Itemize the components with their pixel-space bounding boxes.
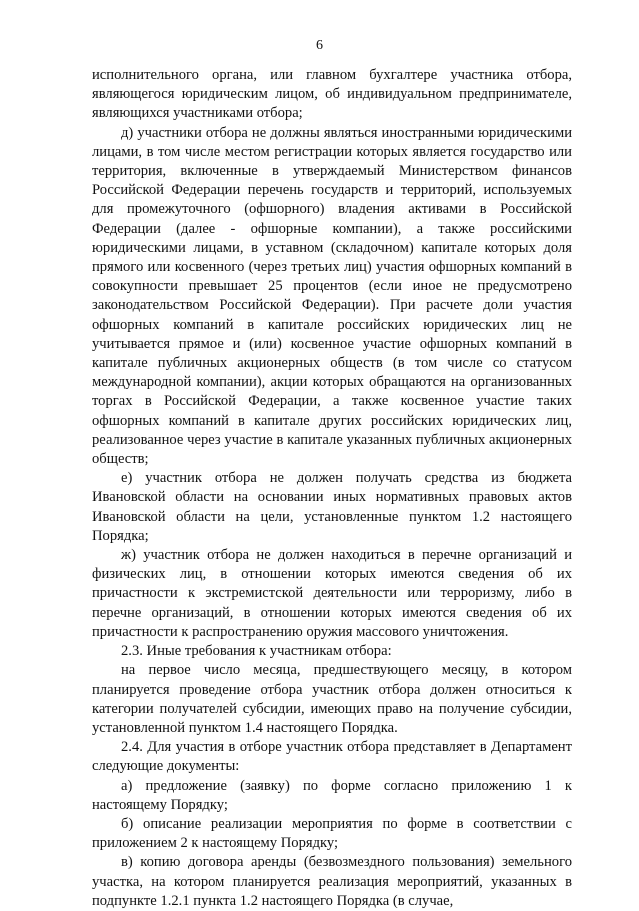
paragraph-item-a-application: а) предложение (заявку) по форме согласно приложению 1 к настоящему Порядку; <box>92 777 572 813</box>
paragraph-item-v-lease-copy: в) копию договора аренды (безвозмездного пользования) земельного участка, на котором планируется реализация мероприятий, указанных в подпункте 1.2.1 пункта 1.2 настоящего Порядка (в случае, <box>92 854 572 909</box>
paragraph-item-e-budget-funds: е) участник отбора не должен получать средства из бюджета Ивановской области на основании иных нормативных правовых актов Ивановской области на цели, установленные пунктом 1.2 настоящего Порядка; <box>92 470 572 544</box>
paragraph-section-2-4-heading: 2.4. Для участия в отборе участник отбора представляет в Департамент следующие документы: <box>92 739 572 775</box>
paragraph-continuation-executive-body: исполнительного органа, или главном бухгалтере участника отбора, являющегося юридическим лицом, об индивидуальном предпринимателе, являющихся участниками отбора; <box>92 67 572 122</box>
paragraph-item-d-offshore: д) участники отбора не должны являться иностранными юридическими лицами, в том числе местом регистрации которых является государство или территория, включенные в утверждаемый Министерством финансов Российской Федерации перечень государств и территорий, используемых для промежуточного (офшорного) владения активами в Российской Федерации (далее - офшорные компании), а также российскими юридическими лицами, в уставном (складочном) капитале которых доля прямого или косвенного (через третьих лиц) участия офшорных компаний в совокупности превышает 25 процентов (если иное не предусмотрено законодательством Российской Федерации). При расчете доли участия офшорных компаний в капитале российских юридических лиц не учитывается прямое и (или) косвенное участие офшорных компаний в капитале публичных акционерных обществ (в том числе со статусом международной компании), акции которых обращаются на организованных торгах в Российской Федерации, а также косвенное участие таких офшорных компаний в капитале других российских юридических лиц, реализованное через участие в капитале указанных публичных акционерных обществ; <box>92 124 572 468</box>
page-number: 6 <box>316 38 323 53</box>
paragraph-section-2-3-body: на первое число месяца, предшествующего месяцу, в котором планируется проведение отбора участник отбора должен относиться к категории получателей субсидии, имеющих право на получение субсидии, установленной пунктом 1.4 настоящего Порядка. <box>92 662 572 736</box>
paragraph-item-zh-extremism-list: ж) участник отбора не должен находиться в перечне организаций и физических лиц, в отношении которых имеются сведения об их причастности к экстремистской деятельности или терроризму, либо в перечне организаций, в отношении которых имеются сведения об их причастности к распространению оружия массового уничтожения. <box>92 547 572 640</box>
document-body <box>92 66 572 911</box>
paragraph-section-2-3-heading: 2.3. Иные требования к участникам отбора: <box>121 643 392 660</box>
paragraph-item-b-description: б) описание реализации мероприятия по форме в соответствии с приложением 2 к настоящему Порядку; <box>92 815 572 852</box>
